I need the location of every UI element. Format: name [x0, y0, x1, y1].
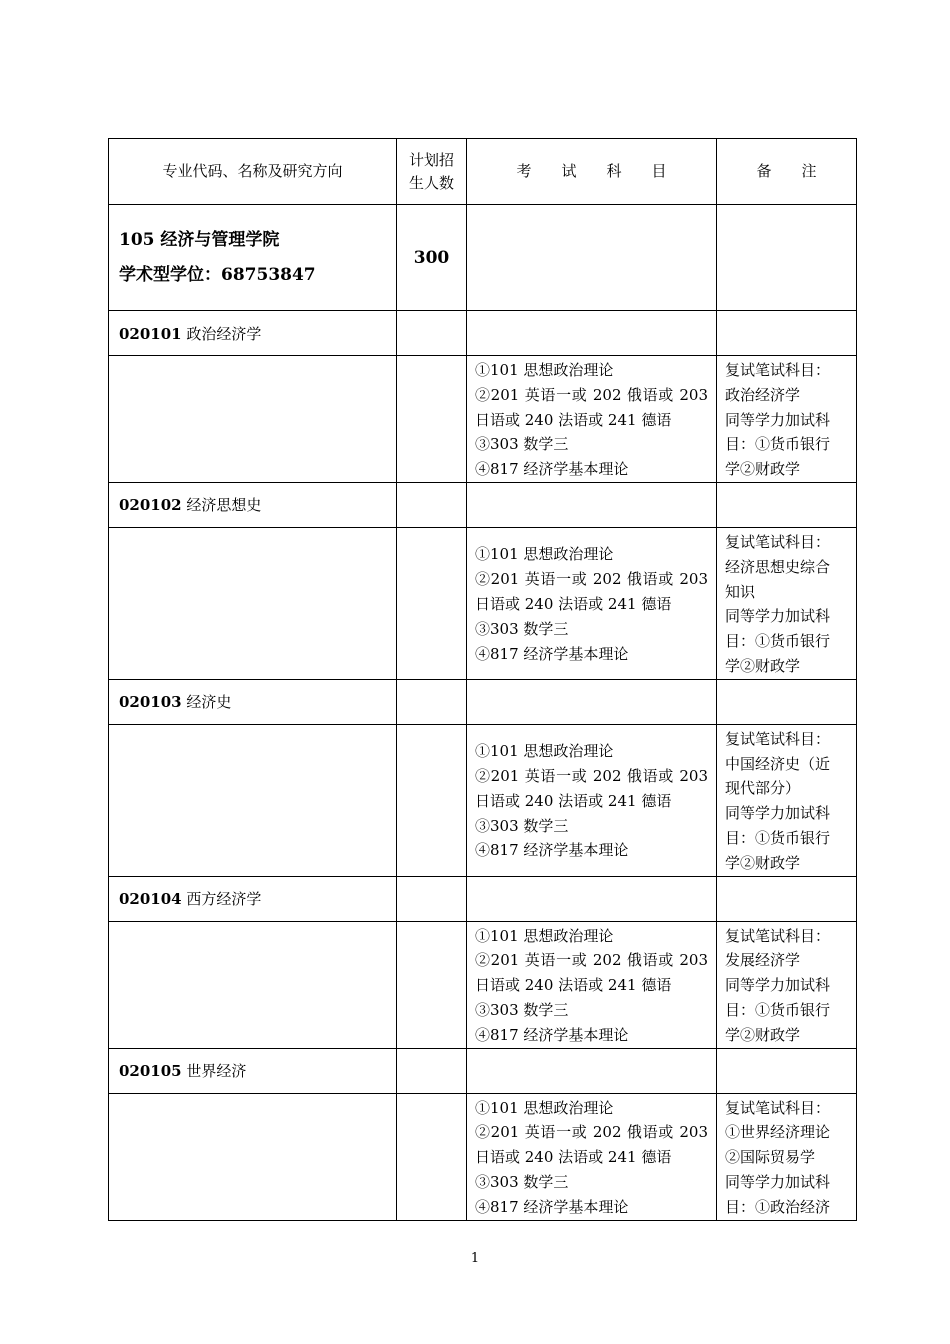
detail-plan-empty [397, 1093, 467, 1220]
major-exam-empty [467, 876, 717, 921]
remark-line: 学②财政学 [725, 1025, 801, 1044]
header-major: 专业代码、名称及研究方向 [109, 139, 397, 205]
major-name: 经济史 [181, 693, 232, 712]
major-exam-empty [467, 482, 717, 527]
remark-line: 同等学力加试科 [725, 607, 831, 626]
major-title-row [109, 876, 857, 921]
remark-line: ①世界经济理论 [725, 1123, 831, 1142]
remark-line: 同等学力加试科 [725, 1172, 831, 1191]
remark-line: 目：①货币银行 [725, 828, 831, 847]
remark-line: 目：①政治经济 [725, 1197, 831, 1216]
major-note-empty [717, 482, 857, 527]
exam-subject-line: ③303 数学三 [475, 435, 569, 454]
exam-subject-line: ④817 经济学基本理论 [475, 841, 629, 860]
major-plan-empty [397, 679, 467, 724]
major-title-row [109, 1048, 857, 1093]
major-note-empty [717, 1048, 857, 1093]
major-plan-empty [397, 1048, 467, 1093]
major-note-empty [717, 876, 857, 921]
major-exam-empty [467, 311, 717, 356]
remark-line: 同等学力加试科 [725, 976, 831, 995]
remark-line: 学②财政学 [725, 460, 801, 479]
exam-subject-line: ②201 英语一或 202 俄语或 203 [475, 766, 708, 785]
remark-line: 经济思想史综合 [725, 557, 831, 576]
major-detail-row [109, 356, 857, 483]
college-exam-empty [467, 205, 717, 311]
remark-line: 目：①货币银行 [725, 1000, 831, 1019]
exam-subjects [467, 527, 717, 679]
major-title-row [109, 679, 857, 724]
exam-subject-line: 日语或 240 法语或 241 德语 [475, 594, 672, 613]
remark-line: 学②财政学 [725, 656, 801, 675]
detail-major-empty [109, 1093, 397, 1220]
major-name: 西方经济学 [181, 890, 262, 909]
exam-subject-line: ②201 英语一或 202 俄语或 203 [475, 570, 708, 589]
exam-subject-line: ②201 英语一或 202 俄语或 203 [475, 385, 708, 404]
detail-major-empty [109, 356, 397, 483]
header-note: 备 注 [717, 139, 857, 205]
exam-subject-line: 日语或 240 法语或 241 德语 [475, 791, 672, 810]
remark-line: 学②财政学 [725, 853, 801, 872]
major-detail-row [109, 1093, 857, 1220]
detail-plan-empty [397, 724, 467, 876]
header-plan-line1: 计划招 [408, 150, 454, 169]
exam-subject-line: ④817 经济学基本理论 [475, 460, 629, 479]
college-plan-count: 300 [397, 205, 467, 311]
major-exam-empty [467, 1048, 717, 1093]
exam-subject-line: ①101 思想政治理论 [475, 742, 614, 761]
college-row [109, 205, 857, 311]
exam-subject-line: ①101 思想政治理论 [475, 545, 614, 564]
major-title-row [109, 311, 857, 356]
major-exam-empty [467, 679, 717, 724]
remark-line: 同等学力加试科 [725, 804, 831, 823]
major-name-cell [109, 311, 397, 356]
major-note-empty [717, 311, 857, 356]
remark-line: 同等学力加试科 [725, 410, 831, 429]
remark-line: 复试笔试科目： [725, 361, 831, 379]
detail-major-empty [109, 724, 397, 876]
exam-subject-line: ④817 经济学基本理论 [475, 644, 629, 663]
exam-subject-line: ①101 思想政治理论 [475, 926, 614, 945]
remark-line: 现代部分） [725, 779, 801, 798]
major-name-cell [109, 876, 397, 921]
header-plan [397, 139, 467, 205]
remark-line: 知识 [725, 582, 756, 601]
remarks [717, 527, 857, 679]
remark-line: 目：①货币银行 [725, 435, 831, 454]
major-title-row [109, 482, 857, 527]
remark-line: 发展经济学 [725, 951, 801, 970]
exam-subject-line: 日语或 240 法语或 241 德语 [475, 976, 672, 995]
major-name: 政治经济学 [181, 324, 262, 343]
exam-subjects [467, 1093, 717, 1220]
exam-subject-line: 日语或 240 法语或 241 德语 [475, 410, 672, 429]
remarks [717, 1093, 857, 1220]
major-note-empty [717, 679, 857, 724]
exam-subject-line: ①101 思想政治理论 [475, 361, 614, 379]
detail-major-empty [109, 921, 397, 1048]
page-number: 1 [470, 1251, 480, 1266]
remarks [717, 921, 857, 1048]
remark-line: 目：①货币银行 [725, 632, 831, 651]
exam-subject-line: ③303 数学三 [475, 1172, 569, 1191]
header-exam: 考 试 科 目 [467, 139, 717, 205]
major-name: 经济思想史 [181, 496, 262, 515]
college-name: 105 经济与管理学院 [119, 229, 280, 250]
college-name-cell [109, 205, 397, 311]
major-plan-empty [397, 482, 467, 527]
major-name: 世界经济 [181, 1062, 247, 1081]
remarks [717, 356, 857, 483]
major-code: 020105 [119, 1062, 182, 1081]
major-code: 020103 [119, 693, 182, 712]
detail-plan-empty [397, 921, 467, 1048]
detail-plan-empty [397, 527, 467, 679]
exam-subjects [467, 356, 717, 483]
major-code: 020101 [119, 324, 182, 343]
remark-line: 政治经济学 [725, 385, 801, 404]
exam-subject-line: ②201 英语一或 202 俄语或 203 [475, 951, 708, 970]
major-plan-empty [397, 876, 467, 921]
major-detail-row [109, 724, 857, 876]
major-plan-empty [397, 311, 467, 356]
remark-line: 中国经济史（近 [725, 754, 831, 773]
major-detail-row [109, 921, 857, 1048]
detail-plan-empty [397, 356, 467, 483]
exam-subject-line: ④817 经济学基本理论 [475, 1197, 629, 1216]
major-code: 020104 [119, 890, 182, 909]
remark-line: 复试笔试科目： [725, 1098, 831, 1117]
major-name-cell [109, 1048, 397, 1093]
header-row [109, 139, 857, 205]
exam-subject-line: ③303 数学三 [475, 619, 569, 638]
header-plan-line2: 生人数 [408, 173, 454, 192]
college-degree-phone: 学术型学位：68753847 [119, 264, 316, 285]
major-name-cell [109, 482, 397, 527]
major-name-cell [109, 679, 397, 724]
exam-subject-line: ③303 数学三 [475, 1000, 569, 1019]
detail-major-empty [109, 527, 397, 679]
exam-subject-line: ①101 思想政治理论 [475, 1098, 614, 1117]
remark-line: 复试笔试科目： [725, 926, 831, 945]
exam-subject-line: 日语或 240 法语或 241 德语 [475, 1148, 672, 1167]
exam-subjects [467, 921, 717, 1048]
major-detail-row [109, 527, 857, 679]
exam-subject-line: ④817 经济学基本理论 [475, 1025, 629, 1044]
major-rows [109, 311, 857, 1221]
exam-subject-line: ②201 英语一或 202 俄语或 203 [475, 1123, 708, 1142]
exam-subject-line: ③303 数学三 [475, 816, 569, 835]
remark-line: ②国际贸易学 [725, 1148, 816, 1167]
remark-line: 复试笔试科目： [725, 729, 831, 748]
enrollment-table [108, 138, 857, 1221]
remark-line: 复试笔试科目： [725, 532, 831, 551]
major-code: 020102 [119, 496, 182, 515]
exam-subjects [467, 724, 717, 876]
college-note-empty [717, 205, 857, 311]
remarks [717, 724, 857, 876]
